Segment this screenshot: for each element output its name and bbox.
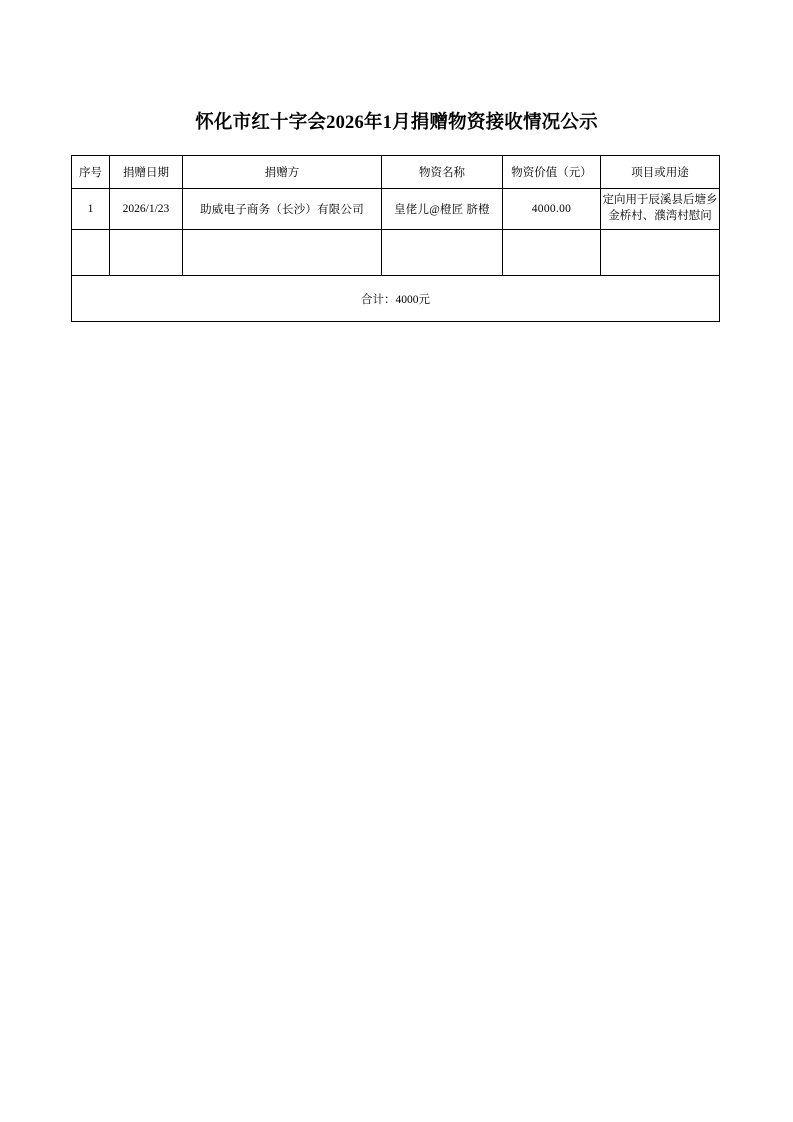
page-title: 怀化市红十字会2026年1月捐赠物资接收情况公示	[195, 113, 598, 133]
column-header-value: 物资价值（元）	[503, 156, 601, 189]
cell-value	[503, 230, 601, 276]
column-header-goods: 物资名称	[382, 156, 503, 189]
column-header-index: 序号	[72, 156, 110, 189]
cell-purpose	[601, 189, 720, 230]
column-header-donor: 捐赠方	[183, 156, 382, 189]
cell-donor: 助威电子商务（长沙）有限公司	[183, 189, 382, 230]
column-header-purpose: 项目或用途	[601, 156, 720, 189]
table-row	[72, 189, 720, 230]
cell-purpose-line-2: 金桥村、濮湾村慰问	[608, 210, 712, 222]
cell-date: 2026/1/23	[110, 189, 183, 230]
cell-date	[110, 230, 183, 276]
cell-index	[72, 230, 110, 276]
cell-donor	[183, 230, 382, 276]
cell-goods	[382, 230, 503, 276]
table-row	[72, 230, 720, 276]
cell-purpose-line-1: 定向用于辰溪县后塘乡	[602, 194, 718, 207]
total-label: 合计：4000元	[72, 276, 720, 322]
donation-table	[71, 155, 720, 322]
cell-index: 1	[72, 189, 110, 230]
table-total-row	[72, 276, 720, 322]
column-header-date: 捐赠日期	[110, 156, 183, 189]
cell-value: 4000.00	[503, 189, 601, 230]
cell-purpose	[601, 230, 720, 276]
table-header-row	[72, 156, 720, 189]
cell-goods: 皇佬儿@橙匠 脐橙	[382, 189, 503, 230]
